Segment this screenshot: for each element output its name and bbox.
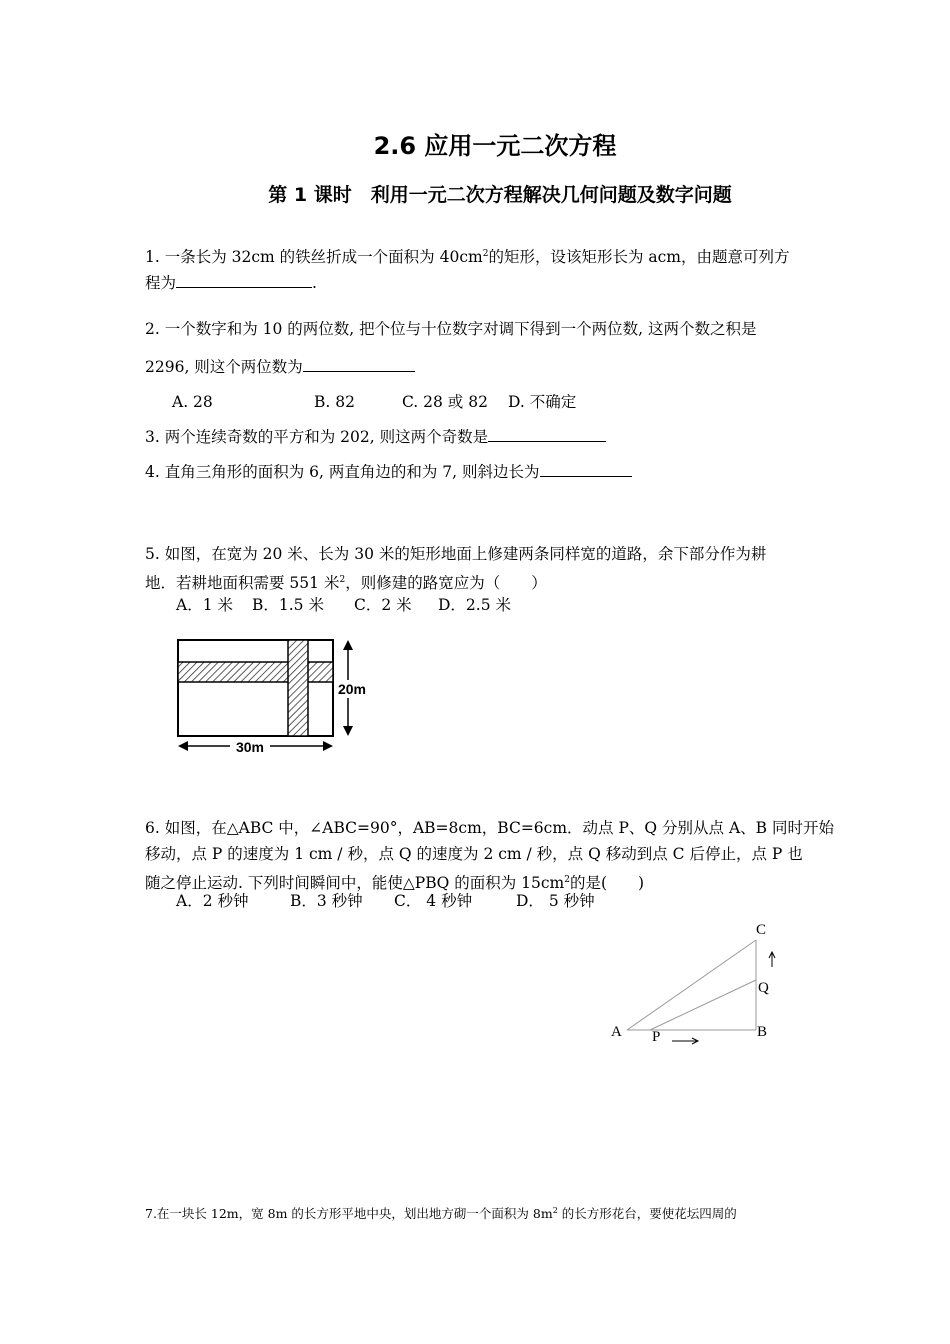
side-ac xyxy=(627,940,756,1030)
length-label: 30m xyxy=(235,739,265,755)
q5-options xyxy=(176,592,511,618)
q5-option-c[interactable]: C．2 米 xyxy=(354,596,412,614)
q2-options xyxy=(172,389,576,415)
q5-sup: 2 xyxy=(339,575,346,585)
question-3 xyxy=(145,424,606,450)
q5-line2b: ，则修建的路宽应为（ ） xyxy=(345,574,547,593)
q3-answer-blank[interactable] xyxy=(488,424,606,442)
question-2-line2 xyxy=(145,354,415,380)
vertical-road xyxy=(288,640,308,736)
q5-option-b[interactable]: B．1.5 米 xyxy=(252,596,324,614)
q6-line2: 移动，点 P 的速度为 1 cm / 秒，点 Q 的速度为 2 cm / 秒，点 Q 移动到点 C 后停止，点 P 也 xyxy=(145,845,803,863)
width-label: 20m xyxy=(337,681,367,697)
label-b: B xyxy=(757,1024,768,1040)
question-7 xyxy=(145,1204,737,1222)
q5-figure xyxy=(170,632,370,757)
label-q: Q xyxy=(758,980,769,996)
q7-text-a: 7.在一块长 12m，宽 8m 的长方形平地中央，划出地方砌一个面积为 8m xyxy=(145,1206,553,1221)
label-a: A xyxy=(611,1024,622,1040)
q6-line1: 6. 如图，在△ABC 中，∠ABC=90°，AB=8cm，BC=6cm．动点 P、Q 分别从点 A、B 同时开始 xyxy=(145,819,834,837)
q6-line3b: 的是( ) xyxy=(570,874,645,893)
q2-option-d[interactable]: D. 不确定 xyxy=(508,393,577,411)
q4-answer-blank[interactable] xyxy=(540,459,632,477)
segment-pq xyxy=(650,980,756,1030)
question-6 xyxy=(145,815,834,896)
q1-line1a: 1. 一条长为 32cm 的铁丝折成一个面积为 40cm xyxy=(145,248,483,267)
q2-line2: 2296, 则这个两位数为 xyxy=(145,358,303,376)
q1-end: . xyxy=(312,274,317,293)
q1-line2: 程为 xyxy=(145,274,177,293)
q2-answer-blank[interactable] xyxy=(303,354,415,372)
q1-answer-blank[interactable] xyxy=(176,270,312,288)
q6-option-d[interactable]: D． 5 秒钟 xyxy=(516,892,595,910)
label-p: P xyxy=(652,1029,661,1045)
q7-text-b: 的长方形花台，要使花坛四周的 xyxy=(557,1206,737,1221)
q5-option-a[interactable]: A．1 米 xyxy=(176,596,233,614)
q1-line1b: 的矩形，设该矩形长为 acm，由题意可列方 xyxy=(488,248,790,267)
q4-text: 4. 直角三角形的面积为 6, 两直角边的和为 7, 则斜边长为 xyxy=(145,463,540,481)
q6-option-a[interactable]: A．2 秒钟 xyxy=(176,892,249,910)
q6-option-b[interactable]: B．3 秒钟 xyxy=(290,892,363,910)
q6-option-c[interactable]: C． 4 秒钟 xyxy=(394,892,473,910)
page-subtitle: 第 1 课时 利用一元二次方程解决几何问题及数字问题 xyxy=(268,184,732,206)
label-c: C xyxy=(756,922,767,938)
page-title: 2.6 应用一元二次方程 xyxy=(373,132,617,160)
horizontal-road xyxy=(178,662,333,682)
question-4 xyxy=(145,459,632,485)
question-5 xyxy=(145,541,766,596)
question-2 xyxy=(145,316,757,342)
q6-line3a: 随之停止运动. 下列时间瞬间中，能使△PBQ 的面积为 15cm xyxy=(145,874,565,893)
question-1 xyxy=(145,241,790,296)
q2-option-c[interactable]: C. 28 或 82 xyxy=(402,393,488,411)
q2-option-a[interactable]: A. 28 xyxy=(172,393,213,411)
q7-sup: 2 xyxy=(552,1205,558,1215)
q5-option-d[interactable]: D．2.5 米 xyxy=(438,596,512,614)
q6-sup: 2 xyxy=(564,875,570,885)
field-rectangle xyxy=(178,640,333,736)
q5-line1: 5. 如图，在宽为 20 米、长为 30 米的矩形地面上修建两条同样宽的道路，余下部分作为耕 xyxy=(145,545,767,563)
q2-option-b[interactable]: B. 82 xyxy=(314,393,355,411)
q1-sup: 2 xyxy=(482,249,489,259)
q6-options xyxy=(176,888,595,914)
q6-figure xyxy=(600,915,790,1050)
q3-text: 3. 两个连续奇数的平方和为 202, 则这两个奇数是 xyxy=(145,428,489,446)
q5-line2a: 地．若耕地面积需要 551 米 xyxy=(145,574,340,593)
q2-line1: 2. 一个数字和为 10 的两位数, 把个位与十位数字对调下得到一个两位数, 这两个数之积是 xyxy=(145,320,757,338)
